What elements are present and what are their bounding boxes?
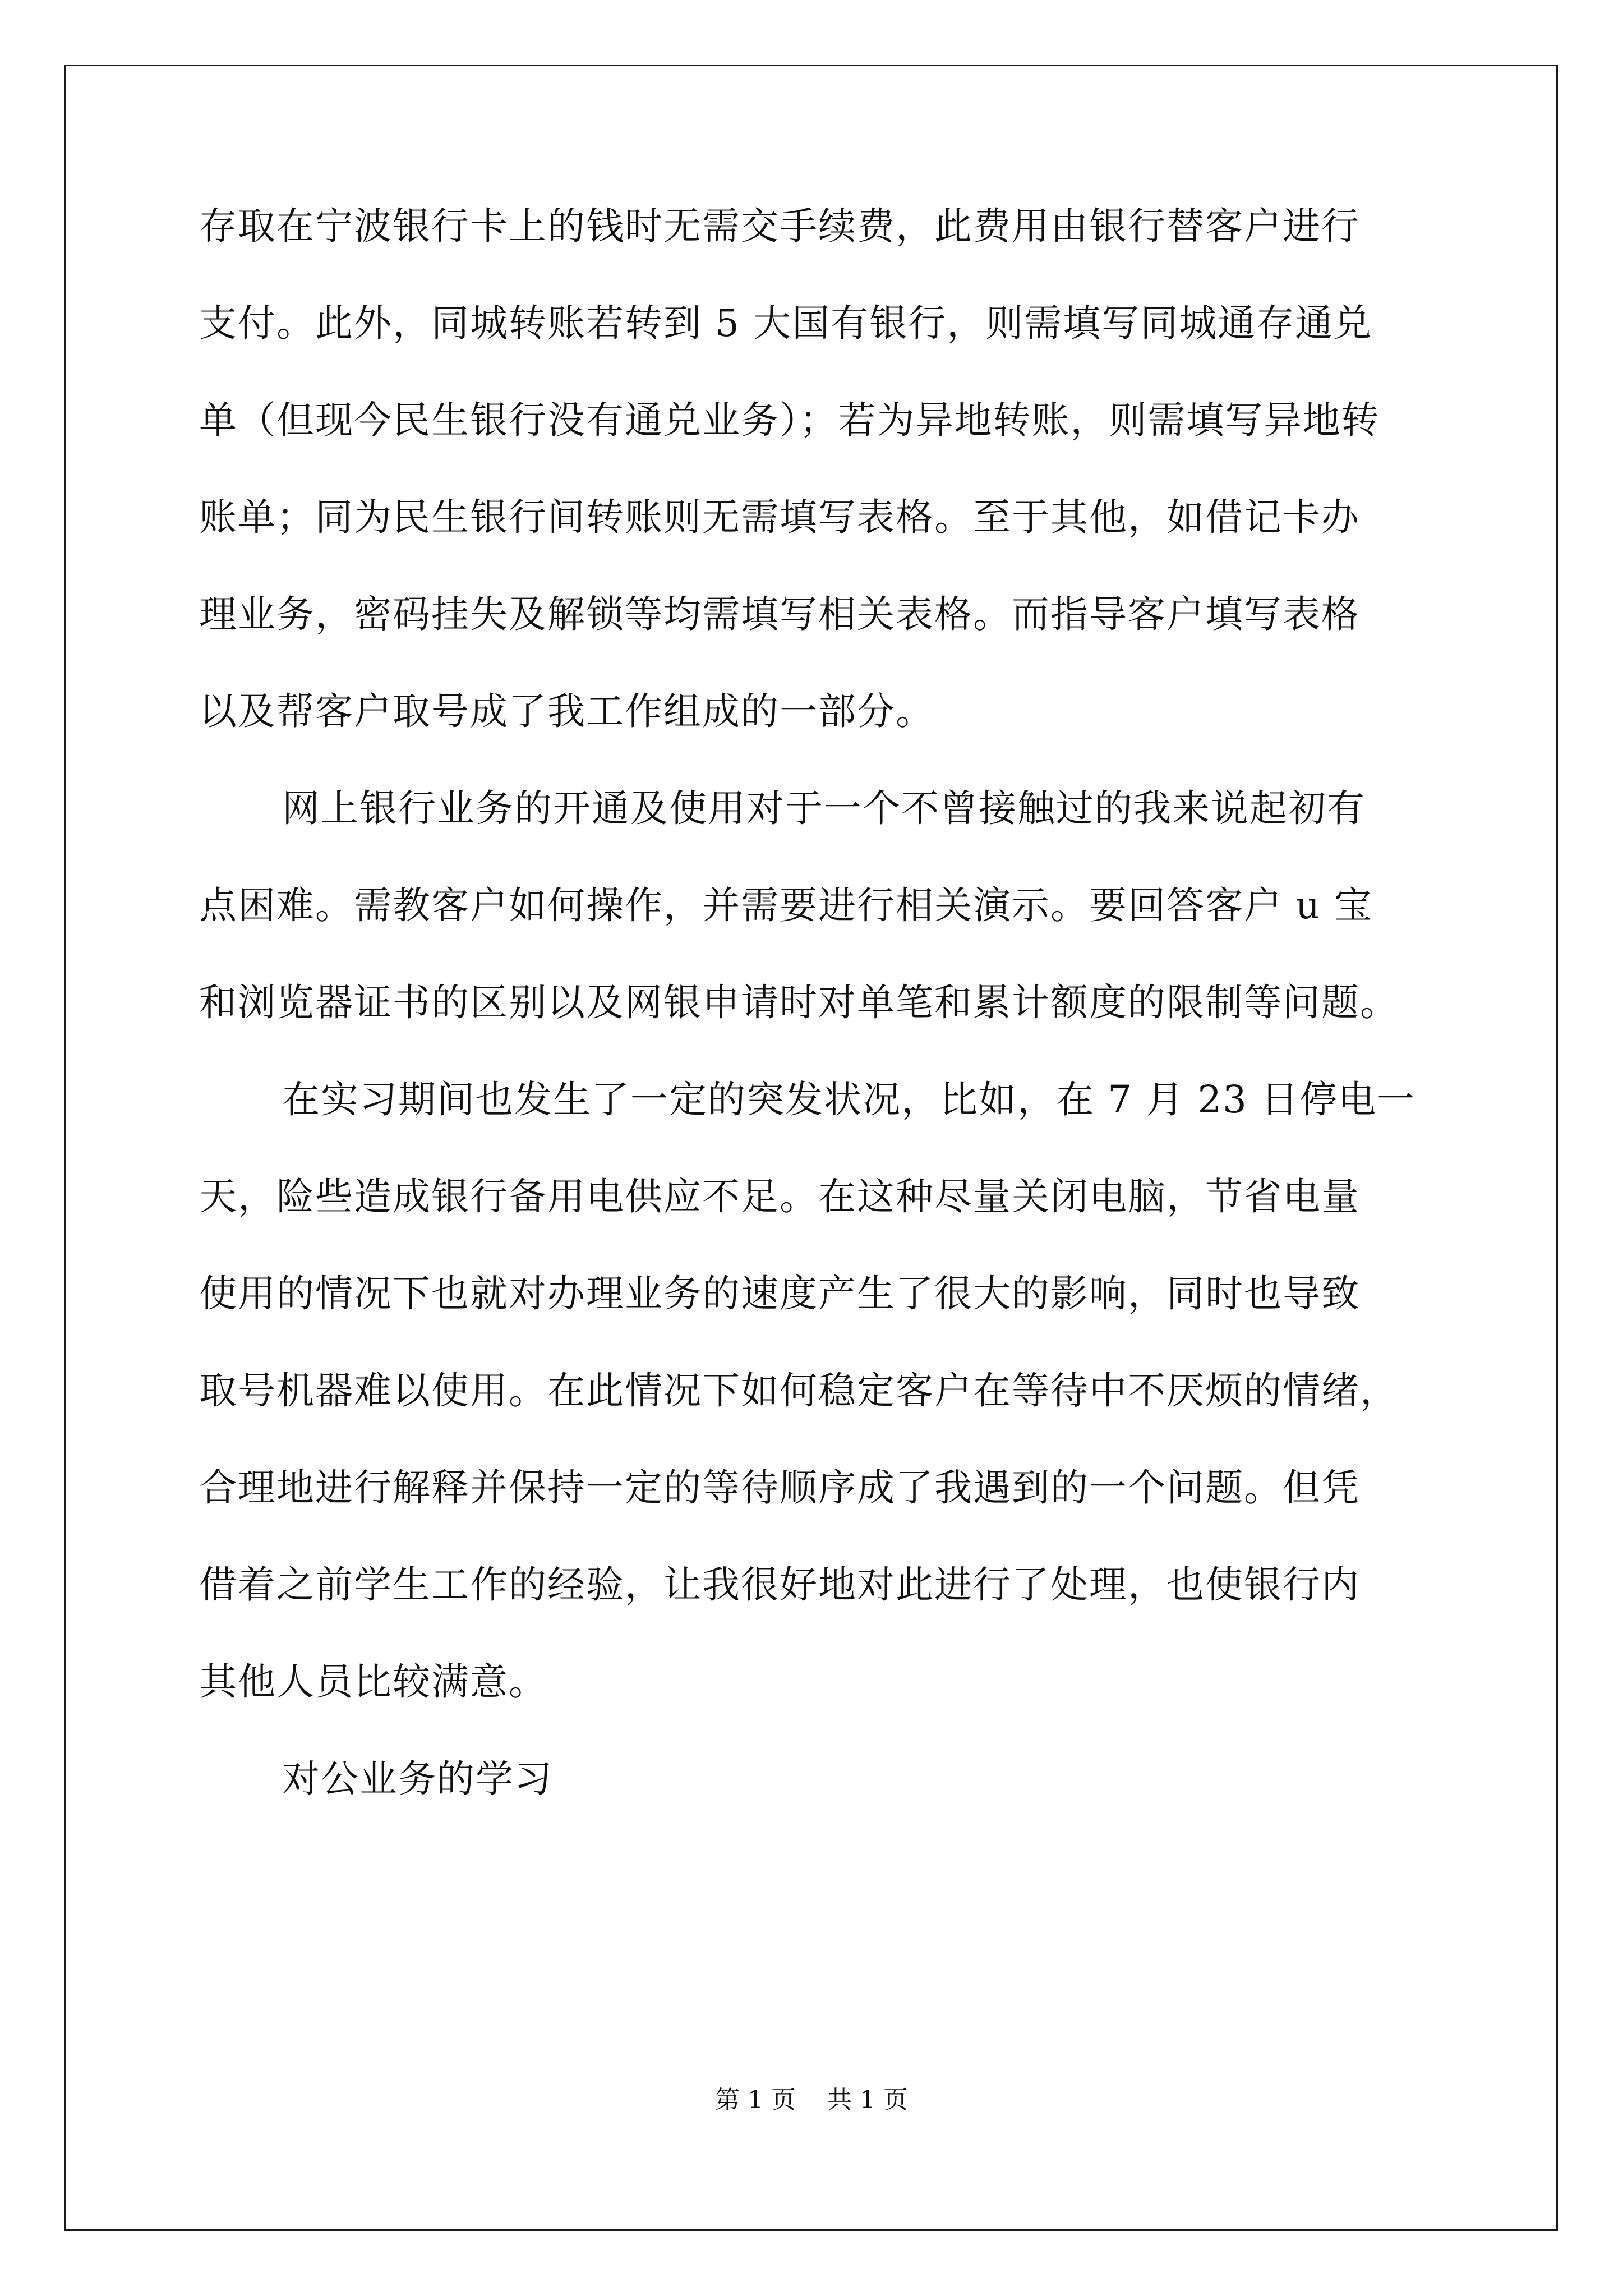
page-footer [0, 2088, 1623, 2113]
paragraph-first-line: 网上银行业务的开通及使用对于一个不曾接触过的我来说起初有 [282, 786, 1366, 830]
text-line: 使用的情况下也就对办理业务的速度产生了很大的影响，同时也导致 [199, 1272, 1360, 1315]
text-line: 支付。此外，同城转账若转到 5 大国有银行，则需填写同城通存通兑 [199, 301, 1373, 345]
text-line: 借着之前学生工作的经验，让我很好地对此进行了处理，也使银行内 [199, 1563, 1360, 1607]
text-line: 天，险些造成银行备用电供应不足。在这种尽量关闭电脑，节省电量 [199, 1175, 1360, 1218]
text-line: 存取在宁波银行卡上的钱时无需交手续费，此费用由银行替客户进行 [199, 204, 1360, 248]
text-line: 以及帮客户取号成了我工作组成的一部分。 [199, 689, 934, 733]
page-number: 第 1 页 [715, 2086, 796, 2114]
text-line: 理业务，密码挂失及解锁等均需填写相关表格。而指导客户填写表格 [199, 592, 1360, 636]
text-line: 取号机器难以使用。在此情况下如何稳定客户在等待中不厌烦的情绪， [199, 1369, 1399, 1412]
section-heading: 对公业务的学习 [282, 1757, 553, 1801]
text-line: 账单；同为民生银行间转账则无需填写表格。至于其他，如借记卡办 [199, 495, 1360, 539]
text-line: 合理地进行解释并保持一定的等待顺序成了我遇到的一个问题。但凭 [199, 1466, 1360, 1510]
page-border [64, 65, 1558, 2231]
text-line: 其他人员比较满意。 [199, 1660, 547, 1704]
page-total: 共 1 页 [827, 2086, 908, 2114]
text-line: 点困难。需教客户如何操作，并需要进行相关演示。要回答客户 u 宝 [199, 884, 1373, 927]
paragraph-first-line: 在实习期间也发生了一定的突发状况，比如，在 7 月 23 日停电一 [282, 1078, 1416, 1121]
text-line: 单（但现今民生银行没有通兑业务）；若为异地转账，则需填写异地转 [199, 398, 1380, 442]
text-line: 和浏览器证书的区别以及网银申请时对单笔和累计额度的限制等问题。 [199, 981, 1399, 1024]
